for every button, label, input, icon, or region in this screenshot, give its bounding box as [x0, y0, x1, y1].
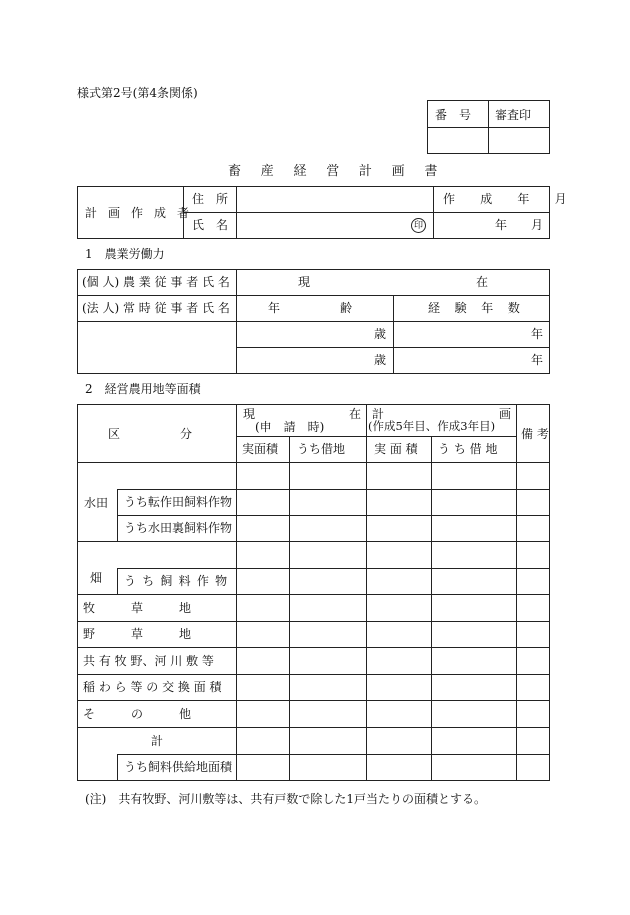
- section1-heading: 1 農業労働力: [85, 247, 165, 261]
- address-field[interactable]: [237, 187, 433, 212]
- current-label-b: 在: [476, 275, 489, 289]
- experience-label: 経 験 年 数: [428, 301, 526, 315]
- worker-name-field-2[interactable]: [78, 348, 235, 373]
- footnote: (注) 共有牧野、河川敷等は、共有戸数で除した1戸当たりの面積とする。: [85, 792, 487, 806]
- row-field-label: 畑: [90, 571, 103, 585]
- corporate-worker-label: (法 人) 常 時 従 事 者 氏 名: [82, 301, 230, 315]
- application-time-header: (申 請 時): [255, 420, 325, 434]
- created-date-field[interactable]: [434, 187, 549, 238]
- worker-name-field-1[interactable]: [78, 322, 235, 347]
- author-label: 計 画 作 成 者: [85, 206, 193, 220]
- age-unit-2: 歳: [374, 353, 387, 367]
- row-paddy-label: 水田: [84, 496, 109, 510]
- row-other-label: そ の 他: [83, 707, 192, 721]
- category-header: 区 分: [108, 427, 193, 441]
- leased-header: うち借地: [297, 442, 346, 456]
- age-label: 年 齢: [268, 301, 353, 315]
- year-unit-2: 年: [531, 353, 544, 367]
- row-common-label: 共 有 牧 野、河 川 敷 等: [83, 654, 214, 668]
- age-field-2[interactable]: [237, 348, 369, 373]
- address-label: 住 所: [192, 192, 229, 206]
- name-label: 氏 名: [192, 218, 229, 232]
- age-field-1[interactable]: [237, 322, 369, 347]
- name-field[interactable]: [237, 213, 407, 238]
- actual-area-header: 実面積: [242, 442, 279, 456]
- plan-header-a: 計: [372, 407, 385, 421]
- row-pasture-label: 牧 草 地: [83, 601, 192, 615]
- created-label: 作 成 年 月: [443, 192, 574, 206]
- individual-worker-label: (個 人) 農 業 従 事 者 氏 名: [82, 275, 230, 289]
- row-paddy-sub1-label: うち転作田飼料作物: [124, 495, 233, 509]
- row-straw-label: 稲 わ ら 等 の 交 換 面 積: [83, 680, 222, 694]
- age-unit-1: 歳: [374, 327, 387, 341]
- current-header-a: 現: [243, 407, 256, 421]
- current-label-a: 現: [298, 275, 311, 289]
- row-feed-area-label: うち飼料供給地面積: [124, 760, 233, 774]
- section2-heading: 2 経営農用地等面積: [85, 382, 201, 396]
- experience-field-1[interactable]: [394, 322, 526, 347]
- row-paddy-sub2-label: うち水田裏飼料作物: [124, 521, 233, 535]
- plan-period-header: (作成5年目、作成3年目): [368, 419, 496, 433]
- remarks-header: 備 考: [521, 427, 549, 441]
- row-wildgrass-label: 野 草 地: [83, 627, 192, 641]
- experience-field-2[interactable]: [394, 348, 526, 373]
- actual-area-plan-header: 実 面 積: [374, 442, 418, 456]
- seal-mark: 印: [411, 218, 426, 233]
- stamp-review-seal-label: 審査印: [495, 108, 532, 122]
- current-header-b: 在: [349, 407, 362, 421]
- stamp-number-label: 番 号: [435, 108, 472, 122]
- stamp-review-seal-field[interactable]: [489, 128, 549, 153]
- land-table: [77, 404, 550, 781]
- row-total-label: 計: [151, 734, 164, 748]
- page-title: 畜 産 経 営 計 画 書: [228, 164, 446, 179]
- leased-plan-header: う ち 借 地: [438, 442, 498, 456]
- stamp-number-field[interactable]: [428, 128, 487, 153]
- year-unit-1: 年: [531, 327, 544, 341]
- plan-header-b: 画: [499, 407, 512, 421]
- created-year-month: 年 月: [495, 218, 544, 232]
- row-field-sub-label: う ち 飼 料 作 物: [124, 574, 229, 588]
- form-id: 様式第2号(第4条関係): [77, 86, 198, 100]
